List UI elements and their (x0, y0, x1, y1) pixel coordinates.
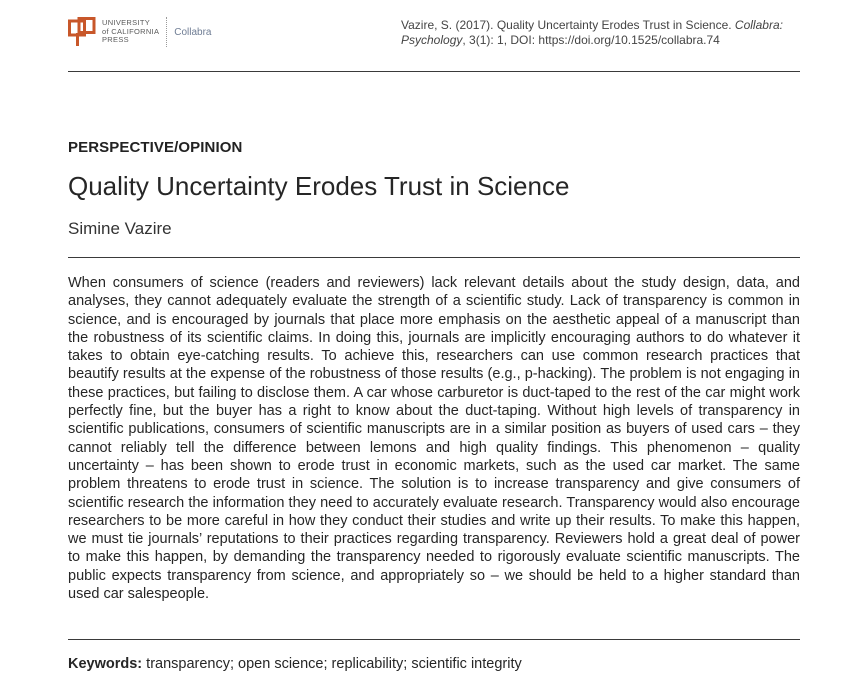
publisher-line: of CALIFORNIA (102, 26, 160, 36)
journal-brand: Collabra (174, 26, 212, 38)
abstract-text: When consumers of science (readers and reviewers) lack relevant details about the study design, data, and analyses, they cannot adequately evaluate the strength of a scientific study. Lack of transparency is common in science, and is encouraged by journals that place more emphasis on the aesthetic appeal of a manuscript than the robustness of its scientific claims. In doing this, journals are implicitly encouraging authors to do whatever it takes to obtain eye-catching results. To achieve this, researchers can use common research practices that beautify results at the expense of the robustness of those results (e.g., p-hacking). The problem is not engaging in these practices, but failing to disclose them. A car whose carburetor is duct-taped to the rest of the car might work perfectly fine, but the buyer has a right to know about the duct-taping. Without high levels of transparency in scientific publications, consumers of scientific manuscripts are in a similar position as buyers of used cars – they cannot reliably tell the difference between lemons and high quality findings. This phenomenon – quality uncertainty – has been shown to erode trust in economic markets, such as the used car market. The same problem threatens to erode trust in science. The solution is to increase transparency and give consumers of scientific research the information they need to accurately evaluate research. Transparency would also encourage researchers to be more careful in how they conduct their studies and write up their results. To make this happen, we must tie journals’ reputations to their practices regarding transparency. Reviewers hold a great deal of power to make this happen, by demanding the transparency needed to rigorously evaluate scientific manuscripts. The public expects transparency from science, and appropriately so – we should be held to a higher standard than used car salespeople. (68, 275, 800, 603)
logo-divider (166, 17, 168, 47)
keywords (68, 656, 522, 672)
abstract-bottom-rule (68, 639, 800, 640)
header-rule (68, 71, 800, 72)
publisher-logo[interactable] (68, 17, 212, 47)
citation-prefix: Vazire, S. (2017). Quality Uncertainty Erodes Trust in Science. (401, 18, 735, 32)
article-page (68, 0, 800, 672)
citation (401, 18, 796, 48)
page-header (68, 0, 800, 72)
publisher-name (102, 19, 159, 45)
citation-suffix: , 3(1): 1, DOI: https://doi.org/10.1525/collabra.74 (462, 33, 720, 47)
keywords-label: Keywords: (68, 656, 143, 672)
article-author: Simine Vazire (68, 219, 172, 238)
publisher-line: UNIVERSITY (102, 18, 151, 28)
uc-press-logo-icon (68, 17, 96, 47)
abstract-top-rule (68, 257, 800, 258)
keywords-list: transparency; open science; replicability; scientific integrity (146, 656, 522, 672)
article-title: Quality Uncertainty Erodes Trust in Science (68, 171, 570, 201)
citation-journal: Collabra: Psychology (401, 18, 783, 47)
article-section-label: PERSPECTIVE/OPINION (68, 139, 243, 156)
publisher-line: PRESS (102, 35, 129, 45)
